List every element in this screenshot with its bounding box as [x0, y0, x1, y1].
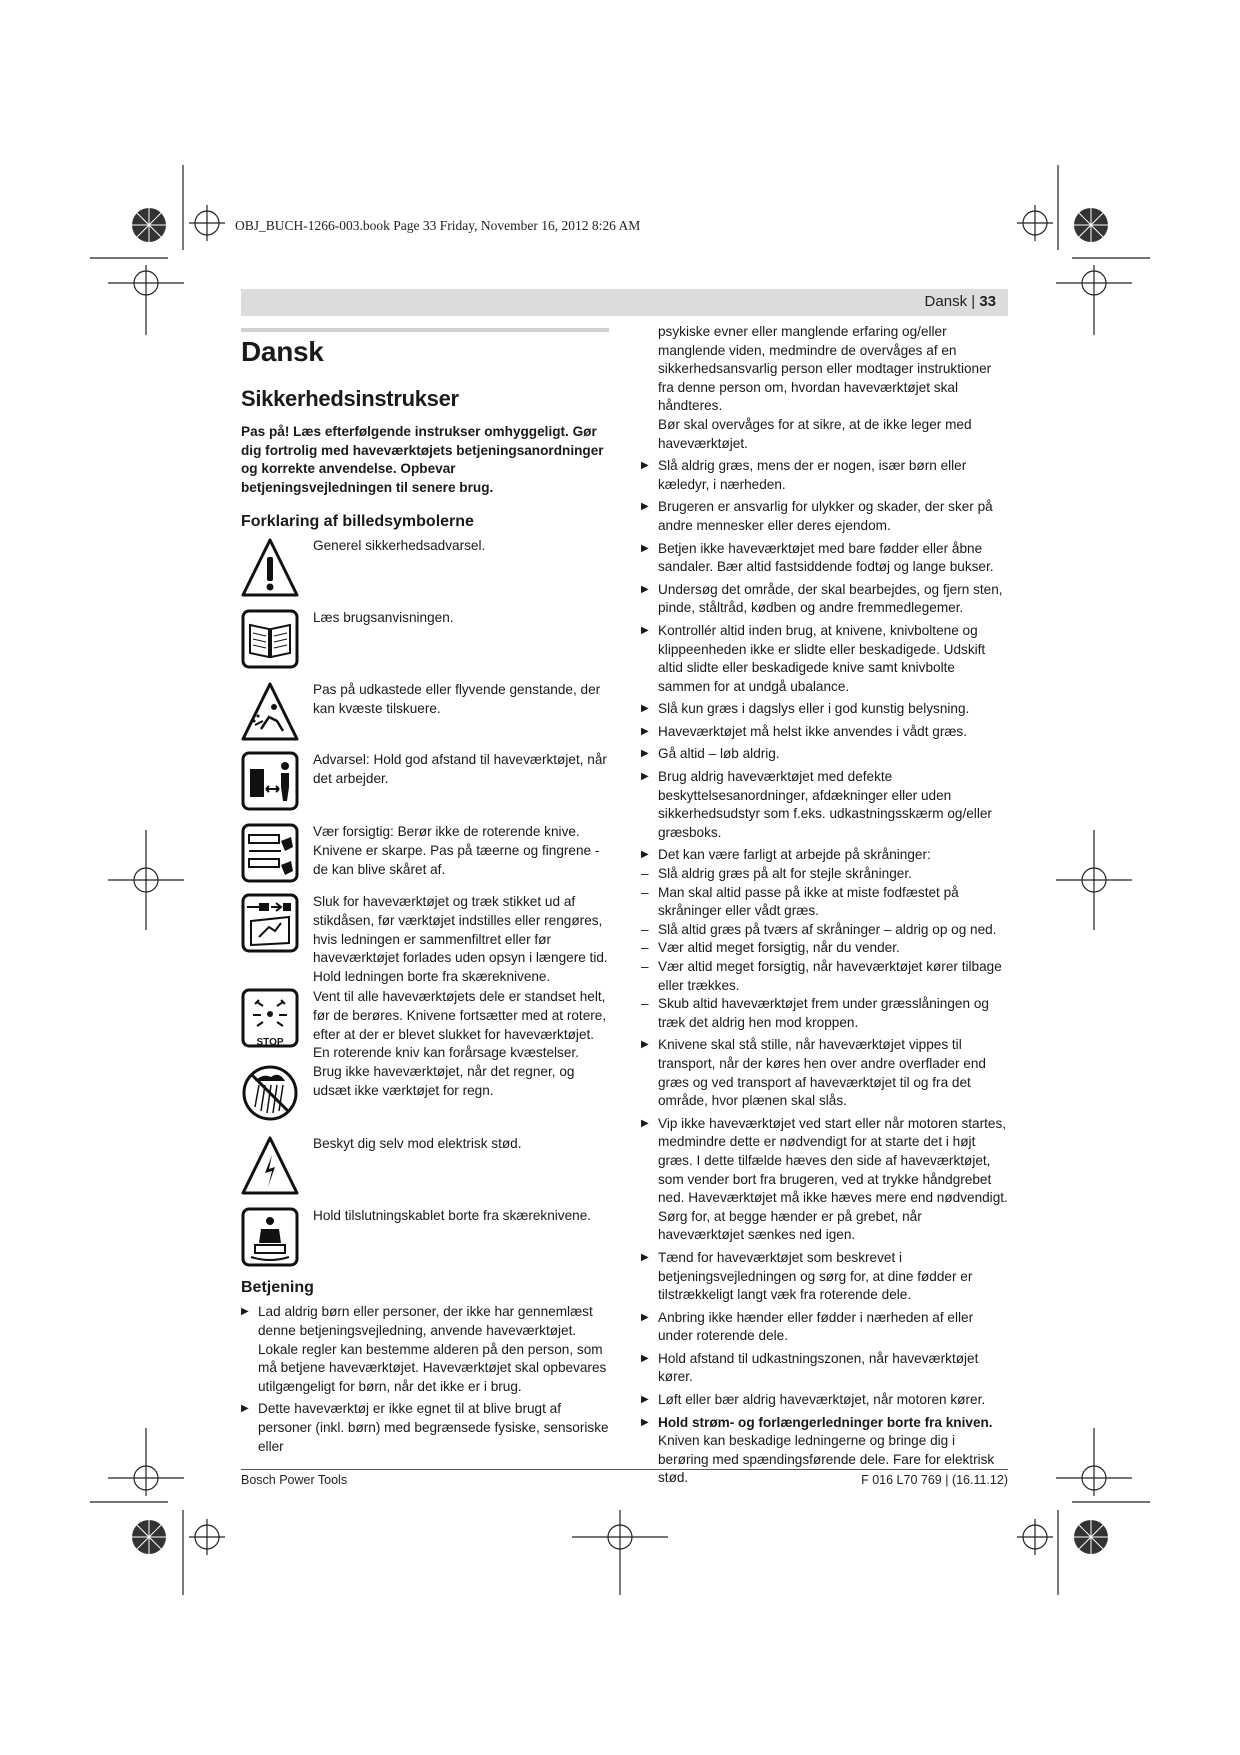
list-item: ▶ Dette haveværktøj er ikke egnet til at blive brugt af personer (inkl. børn) med begrænsede fysiske, sensoriske eller: [241, 1400, 609, 1456]
symbol-row: [241, 751, 609, 823]
dash-item: – Man skal altid passe på ikke at miste fodfæstet på skråninger eller vådt græs.: [641, 884, 1008, 921]
keep-distance-icon: [241, 751, 299, 817]
dash-item: – Vær altid meget forsigtig, når haveværktøjet kører tilbage eller trækkes.: [641, 958, 1008, 995]
symbol-text: Vent til alle haveværktøjets dele er standset helt, før de berøres. Knivene fortsætter med at rotere, efter at der er blevet slukket for haveværktøjet. En roterende kniv kan forårsage kvæstelser.: [313, 989, 607, 1061]
list-item: ▶ Gå altid – løb aldrig.: [641, 745, 1008, 764]
symbol-row: [241, 893, 609, 988]
dash-item: – Slå altid græs på tværs af skråninger – aldrig op og ned.: [641, 921, 1008, 940]
symbol-row: [241, 609, 609, 681]
list-item: ▶ Brug aldrig haveværktøjet med defekte beskyttelsesanordninger, afdækninger eller uden sikkerhedsudstyr som f.eks. udkastningsskærm og/eller græsboks.: [641, 768, 1008, 842]
symbol-text: Vær forsigtig: Berør ikke de roterende knive. Knivene er skarpe. Pas på tæerne og fingrene - de kan blive skåret af.: [313, 824, 600, 877]
symbol-row: [241, 537, 609, 609]
symbol-text: Læs brugsanvisningen.: [313, 610, 454, 626]
page-header: [241, 289, 1008, 316]
symbol-row: [241, 823, 609, 893]
electric-shock-icon: [241, 1135, 299, 1203]
read-manual-icon: [241, 609, 299, 675]
stop-wait-icon: [241, 988, 299, 1072]
no-rain-icon: [241, 1063, 299, 1129]
header-language: Dansk: [924, 293, 968, 310]
page-number: 33: [979, 293, 996, 310]
print-slug: OBJ_BUCH-1266-003.book Page 33 Friday, November 16, 2012 8:26 AM: [235, 218, 641, 233]
list-item: ▶ Hold afstand til udkastningszonen, når haveværktøjet kører.: [641, 1350, 1008, 1387]
right-column: [641, 323, 1008, 1492]
list-item: ▶ Betjen ikke haveværktøjet med bare fødder eller åbne sandaler. Bær altid fastsiddende fodtøj og lange bukser.: [641, 540, 1008, 577]
dash-item: – Skub altid haveværktøjet frem under græsslåningen og træk det aldrig hen mod kroppen.: [641, 995, 1008, 1032]
footer-left: Bosch Power Tools: [241, 1473, 348, 1487]
stop-label: STOP: [256, 1036, 284, 1048]
symbol-text: Hold tilslutningskablet borte fra skæreknivene.: [313, 1208, 592, 1224]
symbol-row: [241, 1135, 609, 1207]
last-bullet-bold: Hold strøm- og forlængerledninger borte fra kniven.: [658, 1414, 993, 1430]
rotating-blades-icon: [241, 823, 299, 889]
dash-item: – Vær altid meget forsigtig, når du vender.: [641, 939, 1008, 958]
symbol-text: Beskyt dig selv mod elektrisk stød.: [313, 1136, 522, 1152]
symbol-text: Generel sikkerhedsadvarsel.: [313, 538, 486, 554]
list-item: ▶ Det kan være farligt at arbejde på skråninger:: [641, 846, 1008, 865]
list-item: ▶ Knivene skal stå stille, når haveværktøjet vippes til transport, når der køres hen over andre overflader end græs og ved transport af haveværktøjet til og fra det område, hvor plænen skal slås.: [641, 1036, 1008, 1110]
list-item: ▶ Vip ikke haveværktøjet ved start eller når motoren startes, medmindre dette er nødvendigt for at starte det i højt græs. I dette tilfælde hæves den side af haveværktøjet, som vender bort fra brugeren, ved at trykke håndgrebet ned. Haveværktøjet må ikke hæves mere end nødvendigt. Sørg for, at begge hænder er på grebet, når haveværktøjet sænkes ned igen.: [641, 1115, 1008, 1245]
symbol-text: Brug ikke haveværktøjet, når det regner, og udsæt ikke værktøjet for regn.: [313, 1064, 575, 1098]
list-item: ▶ Løft eller bær aldrig haveværktøjet, når motoren kører.: [641, 1391, 1008, 1410]
list-item: ▶ Slå aldrig græs, mens der er nogen, især børn eller kæledyr, i nærheden.: [641, 457, 1008, 494]
list-item: ▶ Lad aldrig børn eller personer, der ikke har gennemlæst denne betjeningsvejledning, anvende haveværktøjet. Lokale regler kan bestemme alderen på den person, som må betjene haveværktøjet. Haveværktøjet skal opbevares utilgængeligt for børn, når det ikke er i brug.: [241, 1303, 609, 1396]
list-item: ▶ Undersøg det område, der skal bearbejdes, og fjern sten, pinde, ståltråd, kødben og andre fremmedlegemer.: [641, 581, 1008, 618]
dash-item: – Slå aldrig græs på alt for stejle skråninger.: [641, 865, 1008, 884]
left-column: [241, 330, 609, 1460]
page-title: Dansk: [241, 336, 324, 367]
symbol-text: Advarsel: Hold god afstand til haveværktøjet, når det arbejder.: [313, 752, 607, 786]
symbol-text: Sluk for haveværktøjet og træk stikket ud af stikdåsen, før værktøjet indstilles eller rengøres, hvis ledningen er sammenfiltret eller før haveværktøjet forlades uden opsyn i længere tid. Hold ledningen borte fra skæreknivene.: [313, 894, 608, 984]
list-item: ▶ Slå kun græs i dagslys eller i god kunstig belysning.: [641, 700, 1008, 719]
list-item: ▶ Tænd for haveværktøjet som beskrevet i betjeningsvejledningen og sørg for, at dine fødder er tilstrækkeligt langt væk fra roterende dele.: [641, 1249, 1008, 1305]
header-separator: |: [967, 293, 980, 310]
cable-away-icon: [241, 1207, 299, 1273]
list-item: ▶ Haveværktøjet må helst ikke anvendes i vådt græs.: [641, 723, 1008, 742]
symbol-row: [241, 1207, 609, 1277]
symbol-row: [241, 988, 609, 1063]
section-title: Sikkerhedsinstrukser: [241, 386, 459, 411]
last-bullet-text: Kniven kan beskadige ledningerne og bringe dig i berøring med spændingsførende dele. Fare for elektrisk stød.: [658, 1433, 995, 1486]
footer-rule: [241, 1469, 1008, 1470]
list-item: ▶ Kontrollér altid inden brug, at knivene, knivboltene og klippeenheden ikke er slidte eller beskadigede. Udskift altid slidte eller beskadigede knive samt knivbolte sammen for at undgå ubalance.: [641, 622, 1008, 696]
operation-heading: Betjening: [241, 1279, 314, 1297]
symbol-text: Pas på udkastede eller flyvende genstande, der kan kvæste tilskuere.: [313, 682, 601, 716]
warning-triangle-icon: [241, 537, 299, 605]
symbols-heading: Forklaring af billedsymbolerne: [241, 513, 474, 531]
footer-right: F 016 L70 769 | (16.11.12): [861, 1473, 1008, 1487]
continuation-text: psykiske evner eller manglende erfaring og/eller manglende viden, medmindre de overvåges af en sikkerhedsansvarlig person eller modtager instruktioner fra denne person om, hvordan haveværktøjet skal håndteres.: [658, 324, 992, 414]
flying-objects-icon: [241, 681, 299, 749]
intro-warning: Pas på! Læs efterfølgende instrukser omhyggeligt. Gør dig fortrolig med haveværktøjets betjeningsanordninger og korrekte anvendelse. Opbevar betjeningsvejledningen til senere brug.: [241, 424, 604, 495]
list-item: ▶ Brugeren er ansvarlig for ulykker og skader, der sker på andre mennesker eller deres ejendom.: [641, 498, 1008, 535]
symbol-row: [241, 1063, 609, 1135]
continuation-text-2: Bør skal overvåges for at sikre, at de ikke leger med haveværktøjet.: [658, 416, 972, 451]
unplug-icon: [241, 893, 299, 959]
header-text: [925, 293, 996, 310]
symbol-row: [241, 681, 609, 751]
list-item: ▶ Anbring ikke hænder eller fødder i nærheden af eller under roterende dele.: [641, 1309, 1008, 1346]
